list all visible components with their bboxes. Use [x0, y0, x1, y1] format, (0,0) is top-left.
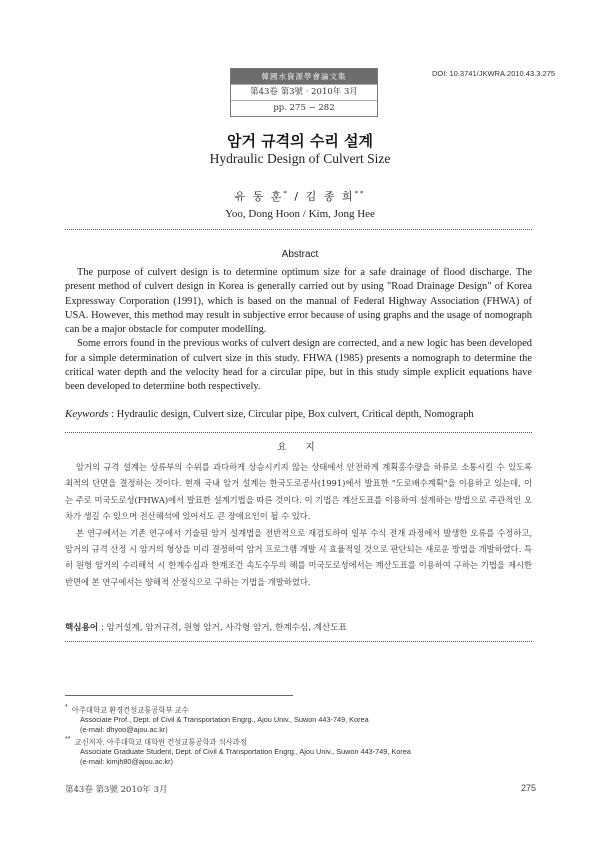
abstract-body: [65, 266, 532, 395]
korean-keywords: [65, 621, 347, 633]
journal-volume: 第43卷 第3號 · 2010年 3月: [231, 84, 377, 101]
footnote-email: (e-mail: dhyoo@ajou.ac.kr): [80, 725, 168, 735]
footnote-mark: *: [65, 704, 68, 711]
korean-keywords-separator: :: [98, 623, 107, 633]
korean-keywords-text: 암거설계, 암거규격, 원형 암거, 사각형 암거, 한계수심, 계산도표: [106, 623, 347, 633]
divider: [65, 432, 532, 433]
divider: [65, 641, 532, 642]
author-1-mark: *: [283, 189, 289, 198]
title-english: Hydraulic Design of Culvert Size: [209, 151, 391, 166]
journal-info-box: [230, 68, 378, 117]
footnote-rule: [65, 695, 293, 696]
keywords-label: Keywords: [65, 408, 109, 420]
abstract-heading: Abstract: [281, 249, 319, 260]
keywords: [65, 408, 535, 420]
summary-paragraph: 암거의 규격 설계는 상류부의 수위를 과다하게 상승시키지 않는 상태에서 안전하게 계획홍수량을 하류로 소통시킬 수 있도록 최적의 단면을 결정하는 것이다. 현재 국내 암거 설계는 한국도로공사(1991)에서 발표한 "도로배수계획"을 이용하고 있는데, 이는 주로 미국도로성(FHWA)에서 발표한 설계기법을 따른 것이다. 이 기법은 계산도표를 이용하여 설계하는 방법으로 주관적인 오차가 생길 수 있으며 전산해석에 있어서도 큰 장애요인이 될 수 있다.: [65, 462, 532, 522]
footnote-affiliation-english: Associate Prof., Dept. of Civil & Transportation Engrg., Ajou Univ., Suwon 443-749, Korea: [80, 715, 369, 725]
abstract-paragraph: Some errors found in the previous works of culvert design are corrected, and a new logic has been developed for a simple determination of culvert size in this study. FHWA (1985) presents a nomograph to determine the critical water depth and the velocity head for a circular pipe, but in this study simple explicit equations have been developed to determine both respectively.: [65, 338, 532, 393]
title-korean: 암거 규격의 수리 설계: [226, 132, 374, 150]
footnote-1: [65, 703, 535, 735]
authors-english: Yoo, Dong Hoon / Kim, Jong Hee: [225, 208, 375, 220]
footnote-affiliation-english: Associate Graduate Student, Dept. of Civil & Transportation Engrg., Ajou Univ., Suwon 443-749, Korea: [80, 747, 411, 757]
summary-paragraph: 본 연구에서는 기존 연구에서 기술된 암거 설계법을 전반적으로 재검토하여 일부 수식 전개 과정에서 발생한 오류를 수정하고, 암거의 규격 산정 시 암거의 형상을 미리 결정하여 암거 프로그램 개발 시 효율적일 것으로 판단되는 새로운 방법을 개발하였다. 특히 원형 암거의 수리해석 시 한계수심과 한계조건 속도수두의 해를 미국도로성에서는 계산도표를 이용하여 구하는 기법을 제시한 반면에 본 연구에서는 양해적 산정식으로 구하는 기법을 개발하였다.: [65, 527, 532, 587]
author-separator: /: [288, 190, 306, 203]
page-number: 275: [520, 783, 536, 793]
page-footer-journal: 第43卷 第3號 2010年 3月: [65, 785, 168, 795]
summary-body: [65, 459, 532, 590]
authors-korean: [0, 188, 600, 204]
footnote-2: [65, 735, 535, 767]
footnote-affiliation-korean: 교신저자, 아주대학교 대학원 건설교통공학과 석사과정: [74, 737, 247, 747]
divider: [65, 229, 532, 230]
doi-link[interactable]: DOI: 10.3741/JKWRA.2010.43.3.275: [432, 69, 555, 78]
author-2-korean: 김 종 희: [305, 190, 355, 203]
keywords-text: Hydraulic design, Culvert size, Circular pipe, Box culvert, Critical depth, Nomograph: [116, 409, 474, 420]
abstract-paragraph: The purpose of culvert design is to determine optimum size for a safe drainage of flood discharge. The present method of culvert design in Korea is generally carried out by using "Road Drainage Design" of Korea Expressway Corporation (1991), which is based on the manual of Federal Highway Association (FHWA) of USA. However, this method may result in subjective error because of using graphs and the usage of nomograph can be a major obstacle for computer modelling.: [65, 267, 532, 336]
korean-keywords-label: 핵심용어: [65, 623, 99, 633]
footnote-mark: **: [65, 736, 71, 743]
author-1-korean: 유 동 훈: [234, 190, 284, 203]
footnote-affiliation-korean: 아주대학교 환경건설교통공학부 교수: [71, 705, 189, 715]
journal-name: 韓國水資源學會論文集: [231, 69, 377, 84]
summary-heading: 요 지: [277, 442, 323, 453]
journal-pages: pp. 275 ~ 282: [273, 103, 335, 113]
author-2-mark: **: [354, 189, 366, 198]
footnote-email: (e-mail: kimjh80@ajou.ac.kr): [80, 757, 173, 767]
keywords-separator: :: [108, 409, 117, 420]
